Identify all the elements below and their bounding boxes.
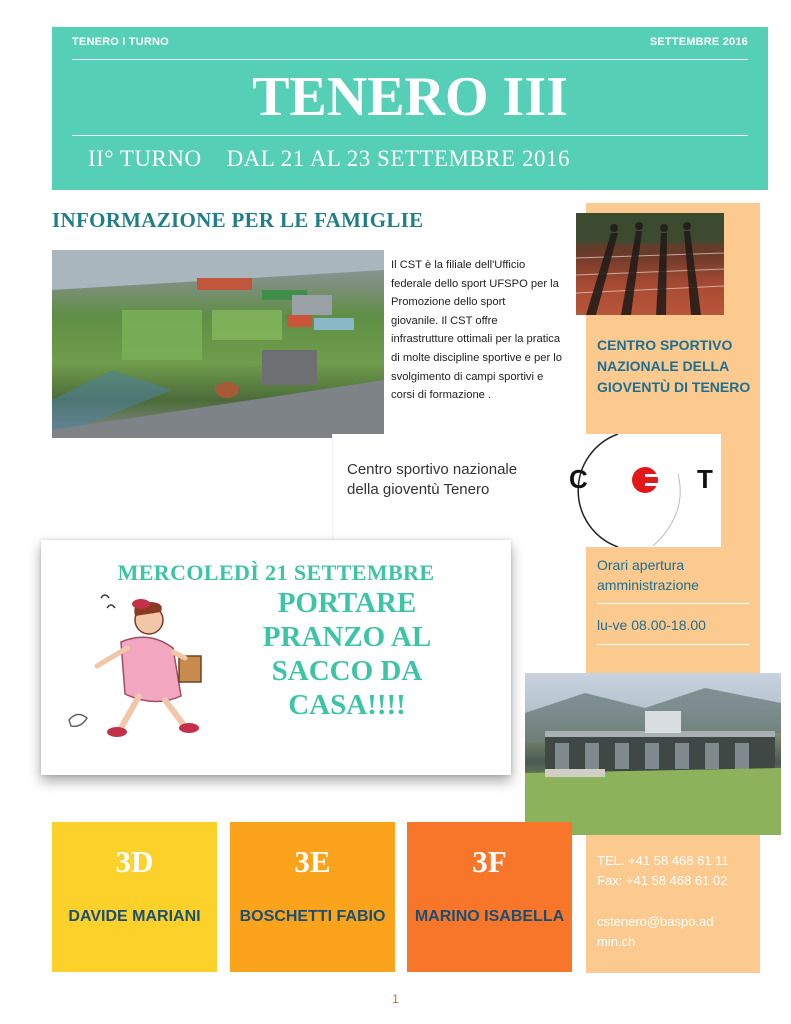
logo-line: Centro sportivo nazionale [347, 461, 518, 478]
page-number: 1 [392, 992, 399, 1006]
class-teacher: DAVIDE MARIANI [68, 908, 201, 925]
contact-email-line: cstenero@baspo.ad [597, 914, 714, 929]
contact-email[interactable] [597, 912, 714, 952]
section-title: INFORMAZIONE PER LE FAMIGLIE [52, 208, 424, 232]
class-code: 3F [472, 844, 507, 879]
intro-line: Promozione dello sport [391, 296, 506, 309]
track-photo [576, 213, 724, 315]
callout-line: PRANZO AL [262, 621, 432, 653]
contact-fax: Fax: +41 58 468 61 02 [597, 873, 728, 888]
class-box-3d [52, 822, 217, 972]
hours-value: lu-ve 08.00-18.00 [597, 617, 706, 633]
sidebar-heading: CENTRO SPORTIVO NAZIONALE DELLA GIOVENTÙ DI TENERO [597, 337, 751, 395]
contact-email-line: min.ch [597, 934, 636, 949]
page-title: TENERO III [252, 66, 568, 128]
hours-label-line: Orari apertura [597, 557, 685, 573]
logo-text [347, 460, 517, 500]
intro-line: infrastrutture ottimali per la pratica [391, 333, 561, 346]
class-box-3e [230, 822, 395, 972]
contact-tel: TEL. +41 58 468 61 11 [597, 853, 729, 868]
aerial-photo [52, 250, 384, 438]
intro-line: svolgimento di campi sportivi e [391, 370, 544, 383]
hours-label-line: amministrazione [597, 577, 699, 593]
logo-line: della gioventù Tenero [347, 481, 490, 498]
contact-phones [597, 851, 729, 891]
cst-logo [332, 434, 721, 547]
class-teacher: BOSCHETTI FABIO [239, 908, 386, 925]
callout-body [237, 586, 457, 722]
header-banner [52, 27, 768, 190]
class-code: 3E [294, 844, 331, 879]
intro-line: corsi di formazione . [391, 389, 492, 402]
building-photo [525, 673, 781, 835]
class-teacher: MARINO ISABELLA [414, 908, 565, 925]
lunch-callout [41, 540, 511, 775]
class-box-3f [407, 822, 572, 972]
header-right-label: SETTEMBRE 2016 [649, 36, 748, 48]
header-divider-top [72, 59, 748, 60]
header-divider-bottom [72, 135, 748, 136]
callout-line: SACCO DA [271, 655, 423, 687]
intro-line: di molte discipline sportive e per lo [391, 351, 563, 364]
sidebar-divider [597, 603, 749, 604]
logo-letter-c: C [569, 464, 588, 494]
page-subtitle: II° TURNO DAL 21 AL 23 SETTEMBRE 2016 [88, 146, 570, 171]
intro-line: federale dello sport UFSPO per la [391, 277, 559, 290]
intro-line: giovanile. Il CST offre [391, 314, 498, 327]
callout-line: PORTARE [277, 587, 417, 619]
callout-heading: MERCOLEDÌ 21 SETTEMBRE [117, 560, 435, 585]
intro-line: Il CST è la filiale dell'Ufficio [391, 259, 526, 271]
sidebar-divider [597, 644, 749, 645]
intro-paragraph [391, 256, 571, 405]
hours-label [597, 555, 699, 595]
header-left-label: TENERO I TURNO [72, 36, 169, 48]
logo-letter-t: T [697, 464, 713, 494]
callout-line: CASA!!!! [288, 689, 406, 721]
running-woman-illustration [61, 592, 231, 742]
class-code: 3D [115, 844, 154, 879]
